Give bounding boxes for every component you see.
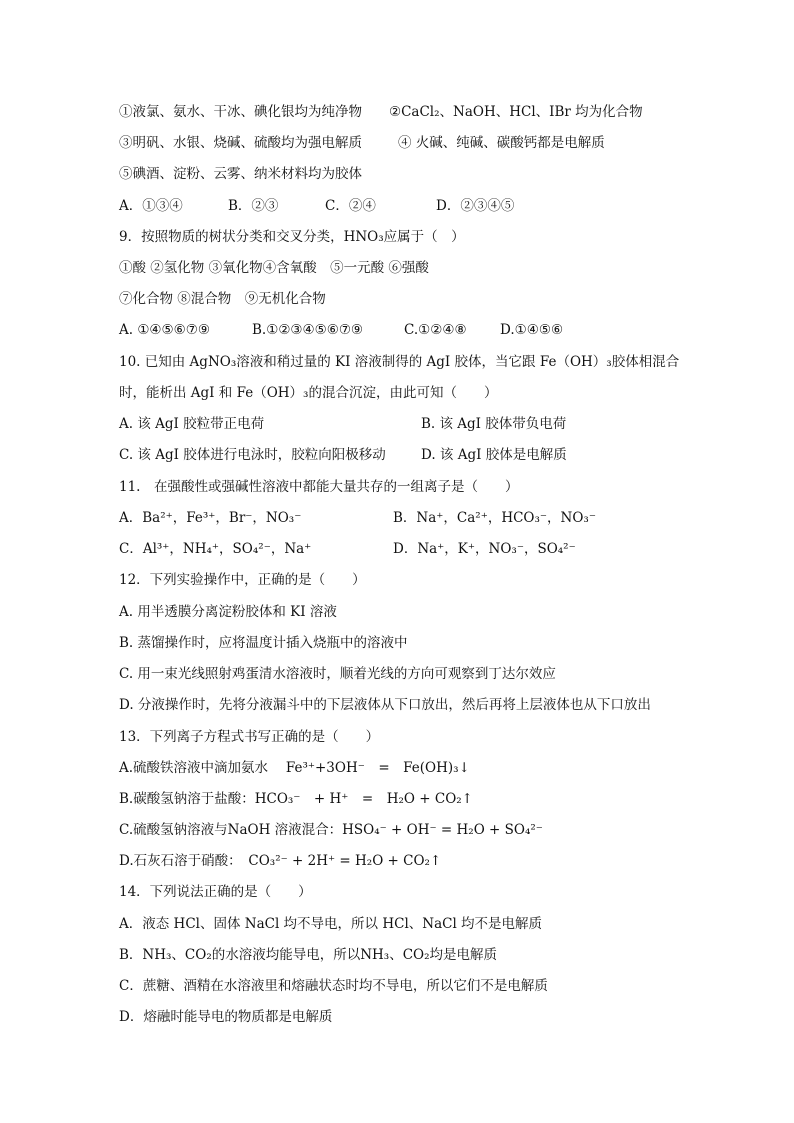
q9-option-d: D.①④⑤⑥	[500, 322, 564, 338]
q11-option-d: D．Na⁺，K⁺，NO₃⁻，SO₄²⁻	[393, 541, 576, 557]
q10-option-b: B. 该 AgI 胶体带负电荷	[421, 416, 567, 432]
q9-choices-row-1: ①酸 ②氢化物 ③氧化物④含氧酸 ⑤一元酸 ⑥强酸	[119, 260, 429, 276]
q10-option-d: D. 该 AgI 胶体是电解质	[421, 447, 567, 463]
q13-option-a: A.硫酸铁溶液中滴加氨水 Fe³⁺+3OH⁻ = Fe(OH)₃↓	[119, 760, 470, 776]
q13-option-d: D.石灰石溶于硝酸： CO₃²⁻ + 2H⁺ = H₂O + CO₂↑	[119, 853, 442, 869]
q8-statement-3: ③明矾、水银、烧碱、硫酸均为强电解质	[119, 135, 362, 151]
q14-option-b: B．NH₃、CO₂的水溶液均能导电，所以NH₃、CO₂均是电解质	[119, 947, 498, 963]
q14-option-a: A．液态 HCl、固体 NaCl 均不导电，所以 HCl、NaCl 均不是电解质	[119, 916, 543, 932]
q9-option-b: B.①②③④⑤⑥⑦⑨	[252, 322, 364, 338]
q8-statement-5: ⑤碘酒、淀粉、云雾、纳米材料均为胶体	[119, 166, 362, 182]
q10-stem-line-1: 10. 已知由 AgNO₃溶液和稍过量的 KI 溶液制得的 AgI 胶体，当它跟 Fe（OH）₃胶体相混合	[119, 354, 680, 370]
q8-statement-4: ④ 火碱、纯碱、碳酸钙都是电解质	[398, 135, 605, 151]
q8-statement-1: ①液氯、氨水、干冰、碘化银均为纯净物	[119, 104, 362, 120]
q12-option-b: B. 蒸馏操作时，应将温度计插入烧瓶中的溶液中	[119, 635, 408, 651]
q10-option-a: A. 该 AgI 胶粒带正电荷	[119, 416, 265, 432]
q9-stem: 9．按照物质的树状分类和交叉分类，HNO₃应属于（ ）	[119, 229, 465, 245]
q10-stem-line-2: 时，能析出 AgI 和 Fe（OH）₃的混合沉淀，由此可知（ ）	[119, 385, 498, 401]
q8-option-d: D．②③④⑤	[436, 198, 515, 214]
q8-option-a: A．①③④	[119, 198, 183, 214]
q8-statement-2: ②CaCl₂、NaOH、HCl、IBr 均为化合物	[389, 104, 643, 120]
q9-option-a: A. ①④⑤⑥⑦⑨	[119, 322, 210, 338]
q11-option-a: A．Ba²⁺，Fe³⁺，Br⁻，NO₃⁻	[119, 510, 302, 526]
q11-stem: 11. 在强酸性或强碱性溶液中都能大量共存的一组离子是（ ）	[119, 479, 519, 495]
q10-option-c: C. 该 AgI 胶体进行电泳时，胶粒向阳极移动	[119, 447, 386, 463]
q9-option-c: C.①②④⑧	[404, 322, 467, 338]
q12-option-c: C. 用一束光线照射鸡蛋清水溶液时，顺着光线的方向可观察到丁达尔效应	[119, 666, 556, 682]
q8-option-b: B．②③	[228, 198, 279, 214]
q11-option-c: C．Al³⁺，NH₄⁺，SO₄²⁻，Na⁺	[119, 541, 312, 557]
q11-option-b: B．Na⁺，Ca²⁺，HCO₃⁻，NO₃⁻	[393, 510, 596, 526]
q13-stem: 13．下列离子方程式书写正确的是（ ）	[119, 729, 380, 745]
q13-option-c: C.硫酸氢钠溶液与NaOH 溶液混合：HSO₄⁻ + OH⁻ = H₂O + SO₄²⁻	[119, 822, 543, 838]
q12-option-d: D. 分液操作时，先将分液漏斗中的下层液体从下口放出，然后再将上层液体也从下口放出	[119, 697, 651, 713]
q14-option-d: D．熔融时能导电的物质都是电解质	[119, 1009, 333, 1025]
q8-option-c: C．②④	[325, 198, 376, 214]
q14-option-c: C．蔗糖、酒精在水溶液里和熔融状态时均不导电，所以它们不是电解质	[119, 978, 548, 994]
q14-stem: 14．下列说法正确的是（ ）	[119, 884, 312, 900]
q12-option-a: A. 用半透膜分离淀粉胶体和 KI 溶液	[119, 604, 337, 620]
q9-choices-row-2: ⑦化合物 ⑧混合物 ⑨无机化合物	[119, 291, 326, 307]
q13-option-b: B.碳酸氢钠溶于盐酸：HCO₃⁻ + H⁺ = H₂O + CO₂↑	[119, 791, 473, 807]
q12-stem: 12．下列实验操作中，正确的是（ ）	[119, 572, 366, 588]
